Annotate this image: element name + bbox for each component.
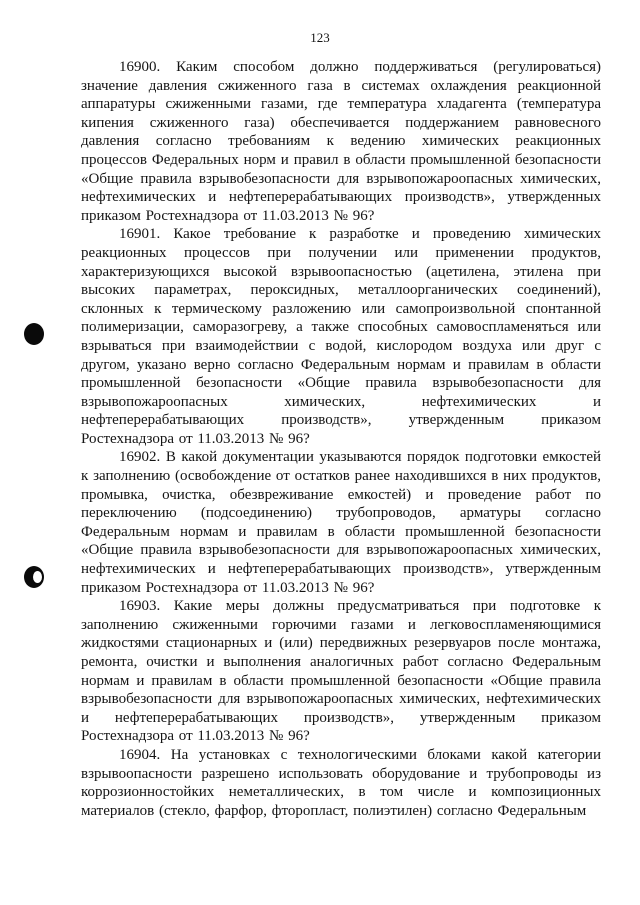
question-16903 (81, 597, 601, 746)
question-text: Какие меры должны предусматриваться при подготовке к заполнению сжиженными горючими газами и легковоспламеняющимися жидкостями стационарных и (или) передвижных резервуаров после монтажа, ремонта, очистки и выполнения аналогичных работ согласно Федеральным нормам и правилам в области промышленной безопасности «Общие правила взрывобезопасности для взрывопожароопасных химических, нефтехимических и нефтеперерабатывающих производств», утвержденным приказом Ростехнадзора от 11.03.2013 № 96? (81, 598, 601, 745)
question-number: 16900. (119, 59, 161, 75)
question-16904 (81, 746, 601, 820)
question-text: Какое требование к разработке и проведению химических реакционных процессов при получении или применении продуктов, характеризующихся высокой взрывоопасностью (ацетилена, этилена при высоких параметрах, пероксидных, металлоорганических соединений), склонных к термическому разложению или самопроизвольной спонтанной полимеризации, саморазогреву, а также способных самовоспламеняться или взрываться при взаимодействии с водой, кислородом воздуха или друг с другом, указано верно согласно Федеральным нормам и правилам в области промышленной безопасности «Общие правила взрывобезопасности для взрывопожароопасных химических, нефтехимических и нефтеперерабатывающих производств», утвержденным приказом Ростехнадзора от 11.03.2013 № 96? (81, 226, 602, 447)
punch-hole-mark (24, 566, 44, 588)
question-text: Каким способом должно поддерживаться (регулироваться) значение давления сжиженного газа в системах охлаждения реакционной аппаратуры сжиженными газами, где температура хладагента (температура кипения сжиженного газа) обеспечивается поддержанием равновесного давления согласно требованиям к ведению химических реакционных процессов Федеральных норм и правил в области промышленной безопасности «Общие правила взрывобезопасности для взрывопожароопасных химических, нефтехимических и нефтеперерабатывающих производств», утвержденных приказом Ростехнадзора от 11.03.2013 № 96? (81, 59, 602, 224)
question-number: 16901. (119, 226, 161, 243)
question-number: 16903. (119, 598, 161, 615)
question-16901 (81, 225, 601, 448)
question-number: 16902. (119, 449, 161, 466)
punch-hole-mark (24, 323, 44, 345)
question-text: На установках с технологическими блоками какой категории взрывоопасности разрешено использовать оборудование и трубопроводы из коррозионностойких неметаллических, в том числе и композиционных материалов (стекло, фарфор, фторопласт, полиэтилен) согласно Федеральным (81, 746, 601, 819)
question-16902 (81, 448, 601, 597)
question-text: В какой документации указываются порядок подготовки емкостей к заполнению (освобождение от остатков ранее находившихся в них продуктов, промывка, очистка, обезвреживание емкостей) и проведение работ по переключению (подсоединению) трубопроводов, арматуры согласно Федеральным нормам и правилам в области промышленной безопасности «Общие правила взрывобезопасности для взрывопожароопасных химических, нефтехимических и нефтеперерабатывающих производств», утвержденным приказом Ростехнадзора от 11.03.2013 № 96? (81, 449, 601, 596)
question-number: 16904. (119, 746, 161, 763)
document-body (81, 58, 601, 820)
page-number: 123 (310, 30, 330, 45)
question-16900 (81, 58, 601, 225)
